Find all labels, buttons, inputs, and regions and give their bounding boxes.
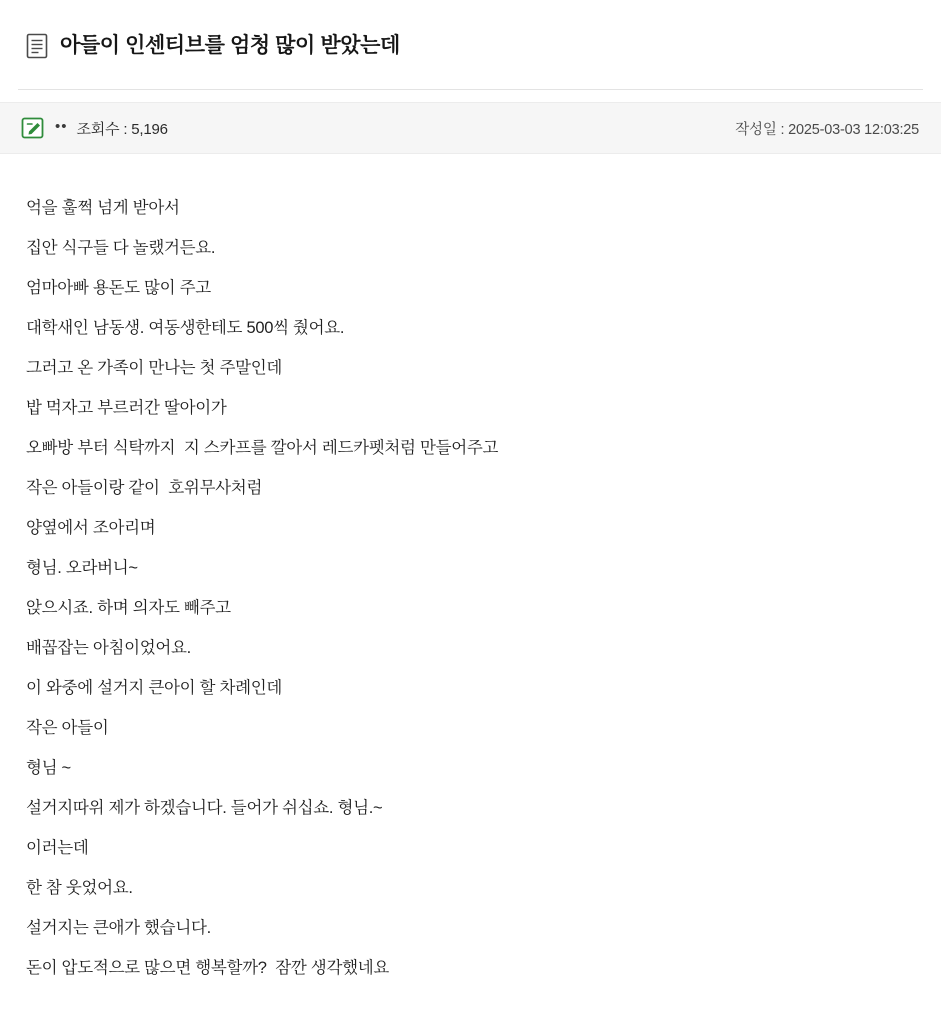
- post-line: 작은 아들이랑 같이 호위무사처럼: [26, 479, 263, 498]
- post-line: 형님. 오라버니~: [26, 559, 138, 578]
- post-body: [0, 154, 941, 1018]
- post-line: 설거지는 큰애가 했습니다.: [26, 919, 211, 938]
- pencil-write-icon: [20, 115, 46, 141]
- post-line: 집안 식구들 다 놀랬거든요.: [26, 239, 216, 258]
- post-line: 형님 ~: [26, 759, 71, 778]
- post-date-label: 작성일 : 2025-03-03 12:03:25: [735, 121, 919, 138]
- post-meta-bar: [0, 102, 941, 154]
- page-title: 아들이 인센티브를 엄청 많이 받았는데: [60, 34, 400, 58]
- post-line: 엄마아빠 용돈도 많이 주고: [26, 279, 211, 298]
- post-line: 오빠방 부터 식탁까지 지 스카프를 깔아서 레드카펫처럼 만들어주고: [26, 439, 499, 458]
- view-count-label: 조회수 : 5,196: [76, 120, 168, 138]
- post-header: [0, 0, 941, 89]
- document-icon: [26, 33, 48, 59]
- header-divider: [18, 89, 923, 90]
- post-line: 한 참 웃었어요.: [26, 879, 133, 898]
- post-line: 앉으시죠. 하며 의자도 빼주고: [26, 599, 231, 618]
- meta-dots: ••: [55, 118, 68, 136]
- post-line: 양옆에서 조아리며: [26, 519, 156, 538]
- post-line: 이러는데: [26, 839, 89, 858]
- post-line: 밥 먹자고 부르러간 딸아이가: [26, 399, 227, 418]
- post-line: 대학새인 남동생. 여동생한테도 500씩 줬어요.: [26, 319, 345, 338]
- meta-left-group: [20, 115, 168, 141]
- post-line: 설거지따위 제가 하겠습니다. 들어가 쉬십쇼. 형님.~: [26, 799, 383, 818]
- post-line: 작은 아들이: [26, 719, 109, 738]
- post-line: 이 와중에 설거지 큰아이 할 차례인데: [26, 679, 283, 698]
- post-line: 돈이 압도적으로 많으면 행복할까? 잠깐 생각했네요: [26, 959, 390, 978]
- post-line: 억을 훌쩍 넘게 받아서: [26, 199, 180, 218]
- post-line: 배꼽잡는 아침이었어요.: [26, 639, 191, 658]
- post-line: 그러고 온 가족이 만나는 첫 주말인데: [26, 359, 283, 378]
